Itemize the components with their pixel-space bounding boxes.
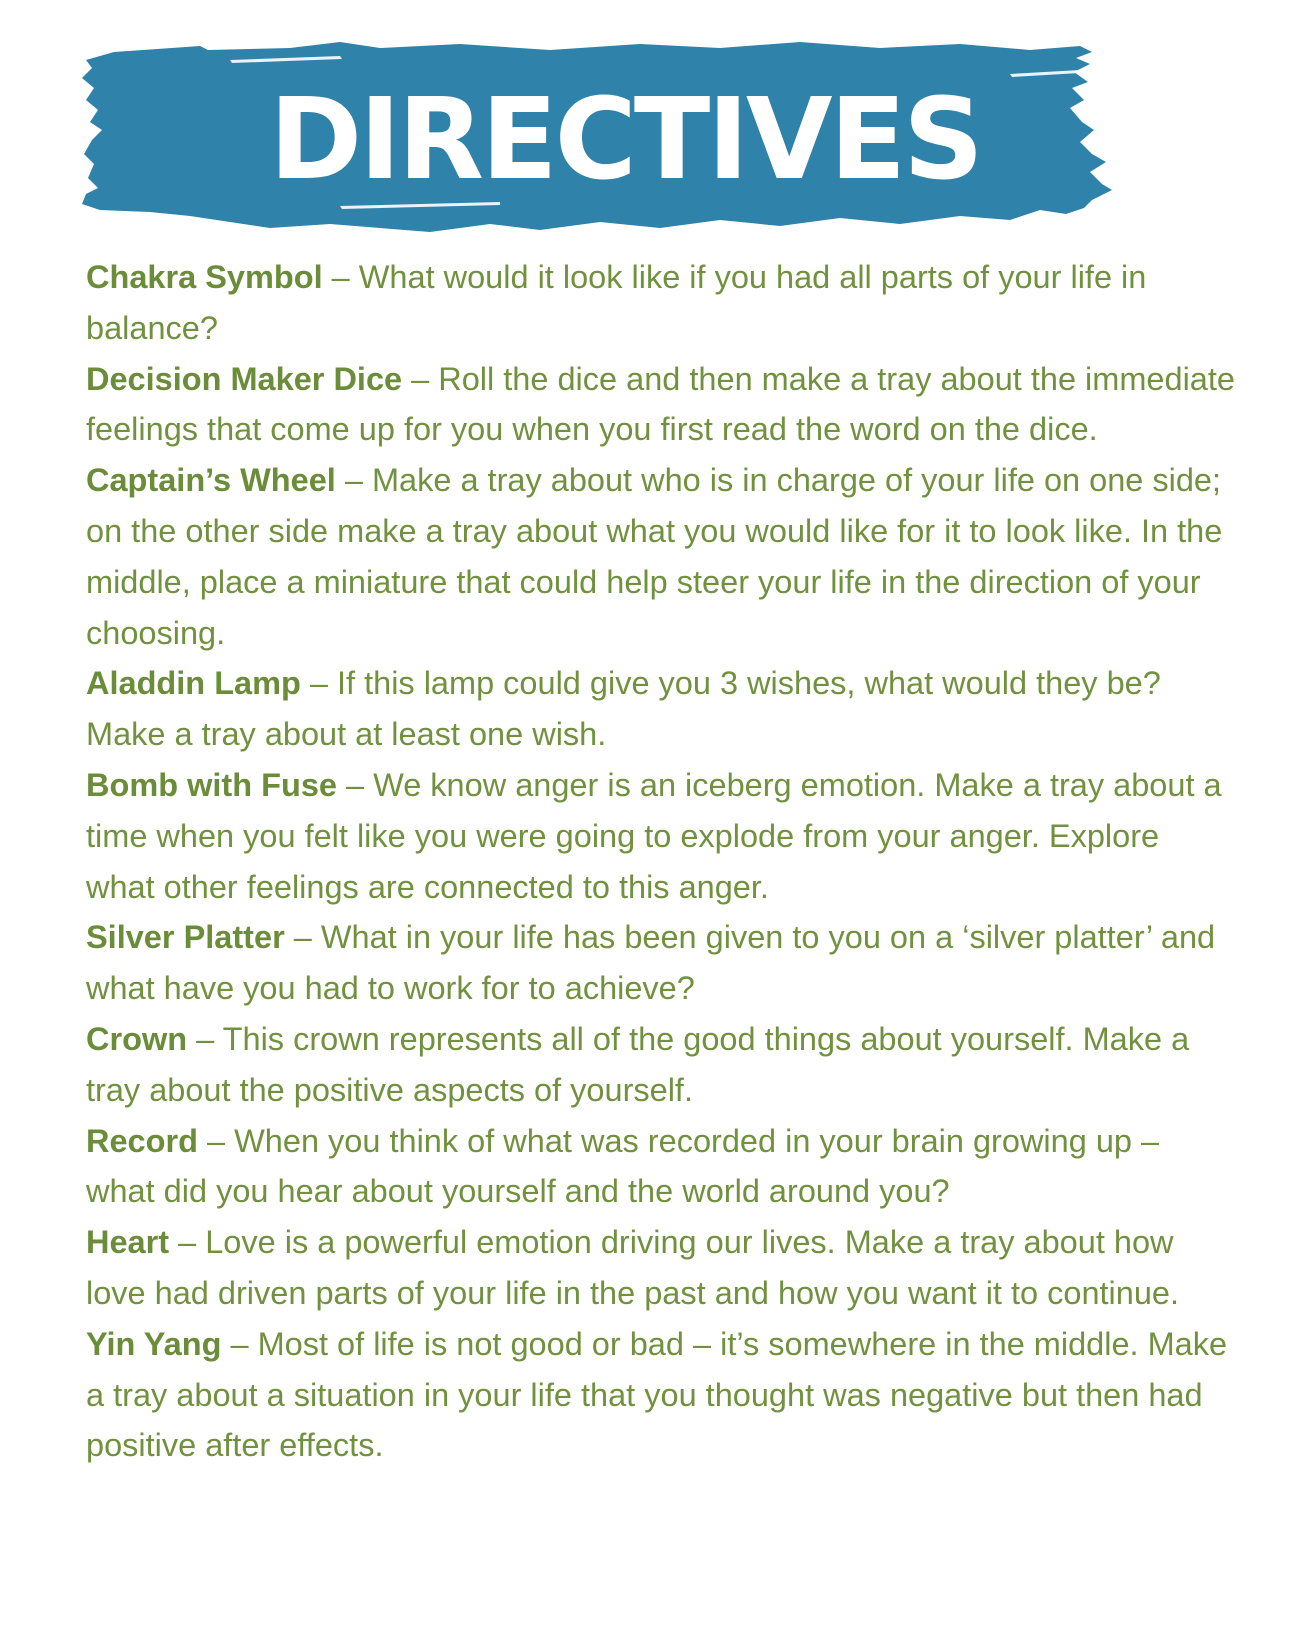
directive-name: Silver Platter bbox=[86, 919, 285, 956]
directive-item bbox=[86, 1014, 1236, 1116]
directive-item bbox=[86, 1319, 1236, 1471]
directive-item bbox=[86, 1217, 1236, 1319]
directive-name: Bomb with Fuse bbox=[86, 766, 337, 803]
directive-description: – Love is a powerful emotion driving our lives. Make a tray about how love had driven parts of your life in the past and how you want it to continue. bbox=[86, 1224, 1180, 1311]
directive-description: – Most of life is not good or bad – it’s somewhere in the middle. Make a tray about a situation in your life that you thought was negative but then had positive after effects. bbox=[86, 1325, 1228, 1464]
directive-item bbox=[86, 912, 1236, 1014]
directive-name: Decision Maker Dice bbox=[86, 360, 403, 397]
directives-list bbox=[86, 252, 1236, 1471]
directive-name: Record bbox=[86, 1122, 198, 1159]
directive-description: – What in your life has been given to you on a ‘silver platter’ and what have you had to work for to achieve? bbox=[86, 919, 1216, 1007]
directive-name: Heart bbox=[86, 1224, 170, 1261]
directive-description: – Roll the dice and then make a tray about the immediate feelings that come up for you when you first read the word on the dice. bbox=[86, 360, 1235, 448]
directive-item bbox=[86, 760, 1236, 912]
page-title: DIRECTIVES bbox=[269, 75, 981, 205]
directive-description: – This crown represents all of the good things about yourself. Make a tray about the positive aspects of yourself. bbox=[86, 1020, 1190, 1108]
directive-name: Yin Yang bbox=[86, 1325, 222, 1362]
directive-description: – What would it look like if you had all parts of your life in balance? bbox=[86, 259, 1147, 346]
directive-item bbox=[86, 354, 1236, 456]
directive-item bbox=[86, 252, 1236, 354]
directive-name: Aladdin Lamp bbox=[86, 665, 301, 702]
directive-description: – Make a tray about who is in charge of your life on one side; on the other side make a tray about what you would like for it to look like. In the middle, place a miniature that could help steer your life in the direction of your choosing. bbox=[86, 462, 1223, 651]
directive-item bbox=[86, 1116, 1236, 1218]
directive-item bbox=[86, 658, 1236, 760]
directive-name: Captain’s Wheel bbox=[86, 462, 336, 499]
directive-name: Chakra Symbol bbox=[86, 259, 323, 295]
directive-name: Crown bbox=[86, 1020, 188, 1057]
directive-description: – If this lamp could give you 3 wishes, what would they be? Make a tray about at least one wish. bbox=[86, 665, 1161, 753]
title-banner bbox=[80, 38, 1170, 238]
directive-description: – When you think of what was recorded in your brain growing up – what did you hear about yourself and the world around you? bbox=[86, 1122, 1160, 1210]
directive-item bbox=[86, 455, 1236, 658]
directive-description: – We know anger is an iceberg emotion. Make a tray about a time when you felt like you were going to explode from your anger. Explore what other feelings are connected to this anger. bbox=[86, 766, 1222, 905]
